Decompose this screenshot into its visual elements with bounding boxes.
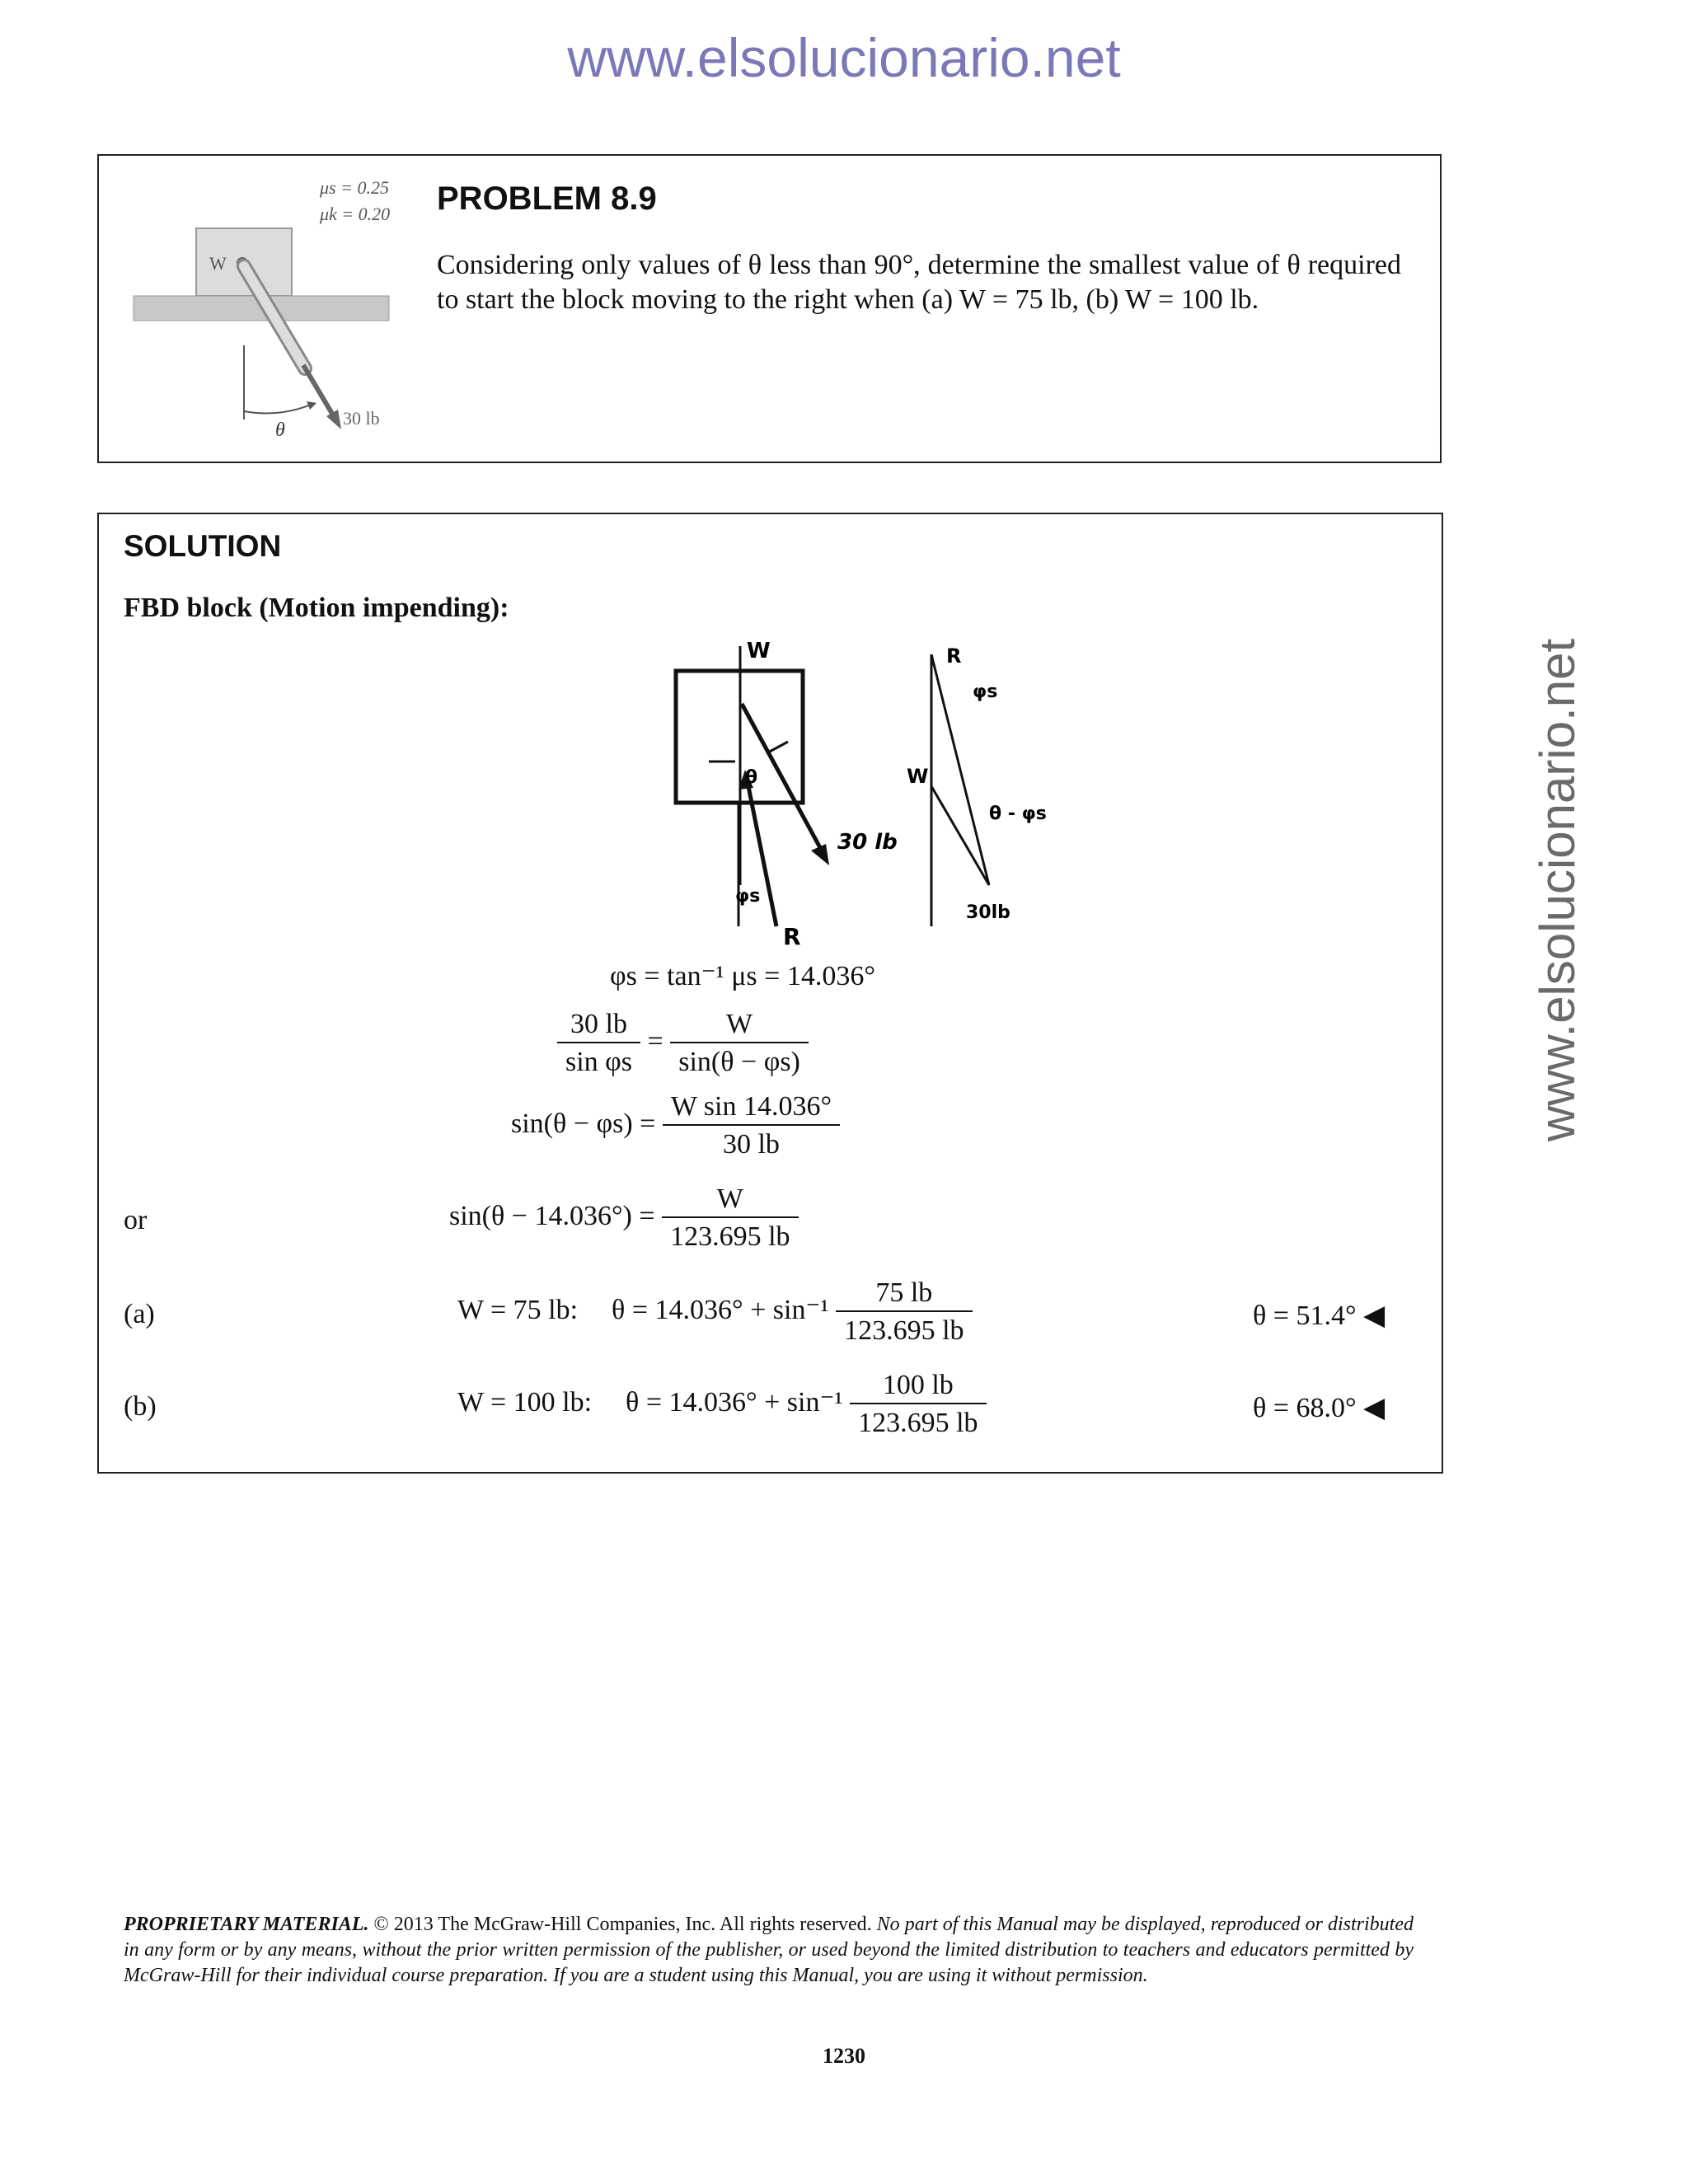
tri-r-label: R xyxy=(946,644,962,668)
fbd-r-label: R xyxy=(783,923,801,950)
fbd-arrow-right xyxy=(767,742,788,753)
watermark-side: www.elsolucionario.net xyxy=(1530,638,1585,1142)
footer-notice-text: No part of this Manual may be displayed, reproduced or distributed in any form or by any means, without the prior written permission of the publisher, or used beyond the limited distribution to teachers and educators permitted by McGraw-Hill for their individual course preparation. If you are a student using this Manual, you are using it without permission. xyxy=(124,1914,1414,1986)
tri-force xyxy=(931,786,989,885)
part-b-eq: W = 100 lb: θ = 14.036° + sin⁻¹ $\frac{100 lb}{123.695 lb}$ xyxy=(457,1370,987,1439)
fbd-phi-label: φs xyxy=(735,886,761,907)
theta-label: θ xyxy=(275,419,285,441)
watermark-top: www.elsolucionario.net xyxy=(567,27,1121,88)
eq-sine-law: $\frac{30 lb}{\text{sin φs}}$ = $\frac{W}{\sin(\theta - \varphi s)}$ xyxy=(557,1009,809,1078)
footer-lead: PROPRIETARY MATERIAL. xyxy=(124,1914,369,1935)
fbd-sketch xyxy=(544,638,1055,951)
solution-title: SOLUTION xyxy=(124,529,282,563)
footer-copyright: © 2013 The McGraw-Hill Companies, Inc. All rights reserved. xyxy=(368,1914,877,1935)
problem-figure xyxy=(99,156,412,461)
problem-box xyxy=(97,154,1442,463)
eq-phi: φs = tan⁻¹ μs = 14.036° xyxy=(610,961,875,991)
fbd-theta-label: θ xyxy=(745,767,758,788)
mu-s-label: μs = 0.25 xyxy=(320,177,389,198)
solution-box xyxy=(97,513,1443,1474)
fbd-w-label: W xyxy=(747,639,771,663)
fbd-label: FBD block (Motion impending): xyxy=(124,593,509,623)
eq-sin-theta: sin(θ − φs) = $\frac{\text{W sin 14.036°}}{30 lb}$ xyxy=(511,1091,840,1160)
tri-phi-label: φs xyxy=(973,682,998,702)
part-a-label: (a) xyxy=(124,1299,155,1329)
or-label: or xyxy=(124,1205,148,1235)
frac-w: $\frac{W}{\sin(\theta - \varphi s)}$ xyxy=(670,1009,809,1078)
part-a-eq: W = 75 lb: θ = 14.036° + sin⁻¹ $\frac{75 lb}{123.695 lb}$ xyxy=(457,1277,973,1347)
force-arrow xyxy=(303,365,335,418)
block-weight-label: W xyxy=(209,253,227,274)
part-b-label: (b) xyxy=(124,1391,157,1422)
problem-title: PROBLEM 8.9 xyxy=(437,180,657,217)
part-b-answer: θ = 68.0° ◀ xyxy=(1253,1393,1386,1423)
mu-k-label: μk = 0.20 xyxy=(320,204,391,224)
part-a-answer: θ = 51.4° ◀ xyxy=(1253,1301,1386,1331)
frac-30lb: $\frac{30 lb}{\text{sin φs}}$ xyxy=(557,1009,640,1078)
fbd-force-label: 30 lb xyxy=(837,830,898,855)
tri-theta-phi-label: θ - φs xyxy=(989,804,1047,824)
force-arrowhead-icon xyxy=(326,410,341,429)
force-label: 30 lb xyxy=(343,408,380,429)
page-number: 1230 xyxy=(823,2044,865,2068)
tri-w-label: W xyxy=(907,765,929,788)
eq-general: sin(θ − 14.036°) = $\frac{W}{123.695 lb}$ xyxy=(449,1183,799,1253)
problem-statement: Considering only values of θ less than 90°, determine the smallest value of θ required to start the block moving to the right when (a) W = 75 lb, (b) W = 100 lb. xyxy=(437,250,1401,315)
tri-force-label: 30lb xyxy=(966,902,1010,923)
angle-arc xyxy=(244,403,315,413)
footer-notice xyxy=(124,1912,1414,1989)
fbd-force-arrowhead-icon xyxy=(811,844,829,865)
